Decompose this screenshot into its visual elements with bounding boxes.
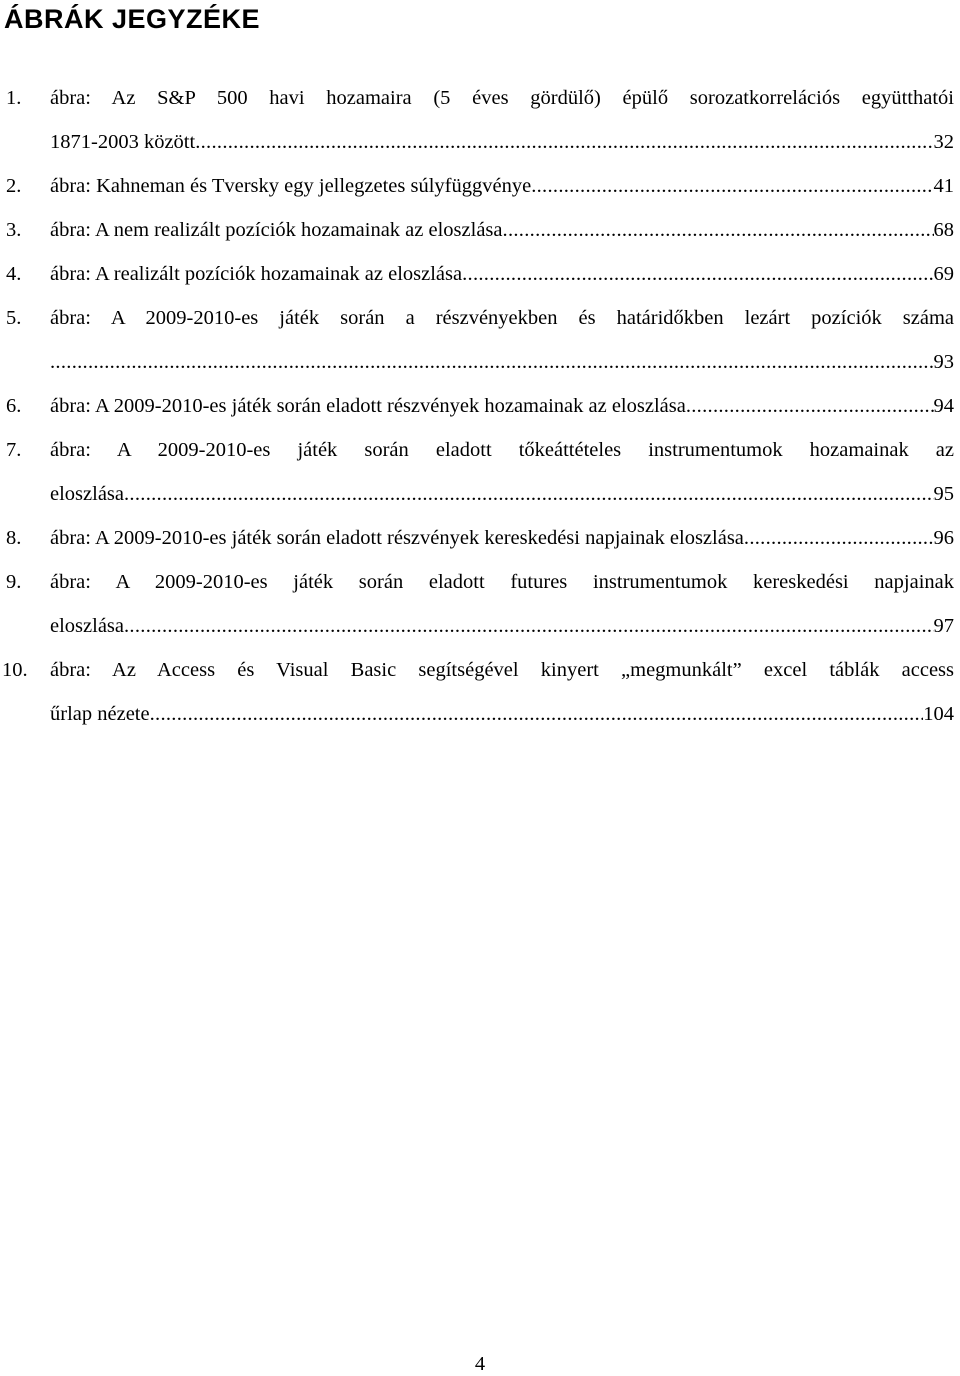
entry-title: ábra: A nem realizált pozíciók hozamainak az eloszlása: [50, 219, 503, 241]
entry-title-end: 1871-2003 között: [50, 131, 196, 153]
dot-leader: [686, 384, 934, 428]
entry-leader-line: [50, 340, 954, 384]
page-title: ÁBRÁK JEGYZÉKE: [4, 4, 261, 34]
entry-number: 6.: [6, 395, 22, 417]
entry-page-number: 93: [933, 351, 954, 373]
entry-page-number: 97: [933, 615, 954, 637]
toc-entry-7[interactable]: [0, 428, 960, 516]
entry-leader-line: [50, 120, 954, 164]
dot-leader: [744, 516, 934, 560]
entry-page-number: 95: [933, 483, 954, 505]
entry-page-number: 32: [933, 131, 954, 153]
entry-leader-line: [50, 384, 954, 428]
entry-title-end: eloszlása: [50, 483, 124, 505]
dot-leader: [150, 692, 924, 736]
entry-number: 7.: [6, 439, 22, 461]
entry-page-number: 94: [933, 395, 954, 417]
entry-page-number: 96: [933, 527, 954, 549]
dot-leader: [531, 164, 933, 208]
figure-list: [0, 76, 960, 736]
entry-title-line: ábra: A 2009-2010-es játék során eladott tőkeáttételes instrumentumok hozamainak az: [50, 439, 954, 461]
entry-title-line: ábra: A 2009-2010-es játék során a részvényekben és határidőkben lezárt pozíciók száma: [50, 307, 954, 329]
toc-entry-4[interactable]: [0, 252, 960, 296]
entry-title: ábra: A 2009-2010-es játék során eladott részvények hozamainak az eloszlása: [50, 395, 686, 417]
entry-number: 8.: [6, 527, 22, 549]
entry-leader-line: [50, 472, 954, 516]
toc-entry-5[interactable]: [0, 296, 960, 384]
entry-number: 3.: [6, 219, 22, 241]
entry-title: ábra: Kahneman és Tversky egy jellegzetes súlyfüggvénye: [50, 175, 532, 197]
entry-page-number: 104: [923, 703, 954, 725]
entry-leader-line: [50, 516, 954, 560]
entry-leader-line: [50, 692, 954, 736]
toc-entry-9[interactable]: [0, 560, 960, 648]
entry-leader-line: [50, 208, 954, 252]
entry-title-line: ábra: Az Access és Visual Basic segítségével kinyert „megmunkált” excel táblák access: [50, 659, 954, 681]
entry-title: ábra: A realizált pozíciók hozamainak az eloszlása: [50, 263, 463, 285]
entry-page-number: 41: [933, 175, 954, 197]
toc-entry-3[interactable]: [0, 208, 960, 252]
toc-entry-2[interactable]: [0, 164, 960, 208]
entry-title-line: ábra: A 2009-2010-es játék során eladott futures instrumentumok kereskedési napjainak: [50, 571, 954, 593]
entry-title-end: eloszlása: [50, 615, 124, 637]
entry-number: 10.: [2, 659, 28, 681]
entry-page-number: 69: [933, 263, 954, 285]
dot-leader: [462, 252, 933, 296]
dot-leader: [503, 208, 934, 252]
toc-entry-10[interactable]: [0, 648, 960, 736]
entry-leader-line: [50, 164, 954, 208]
dot-leader: [50, 340, 934, 384]
dot-leader: [195, 120, 933, 164]
toc-entry-6[interactable]: [0, 384, 960, 428]
entry-title-end: űrlap nézete: [50, 703, 150, 725]
entry-number: 4.: [6, 263, 22, 285]
dot-leader: [124, 604, 934, 648]
toc-entry-1[interactable]: [0, 76, 960, 164]
dot-leader: [124, 472, 934, 516]
entry-leader-line: [50, 252, 954, 296]
page-number: 4: [474, 1353, 486, 1375]
toc-entry-8[interactable]: [0, 516, 960, 560]
entry-number: 5.: [6, 307, 22, 329]
entry-number: 2.: [6, 175, 22, 197]
entry-leader-line: [50, 604, 954, 648]
entry-title-line: ábra: Az S&P 500 havi hozamaira (5 éves gördülő) épülő sorozatkorrelációs együtthatói: [50, 87, 954, 109]
entry-page-number: 68: [933, 219, 954, 241]
entry-title: ábra: A 2009-2010-es játék során eladott részvények kereskedési napjainak eloszlása: [50, 527, 744, 549]
entry-number: 9.: [6, 571, 22, 593]
entry-number: 1.: [6, 87, 22, 109]
